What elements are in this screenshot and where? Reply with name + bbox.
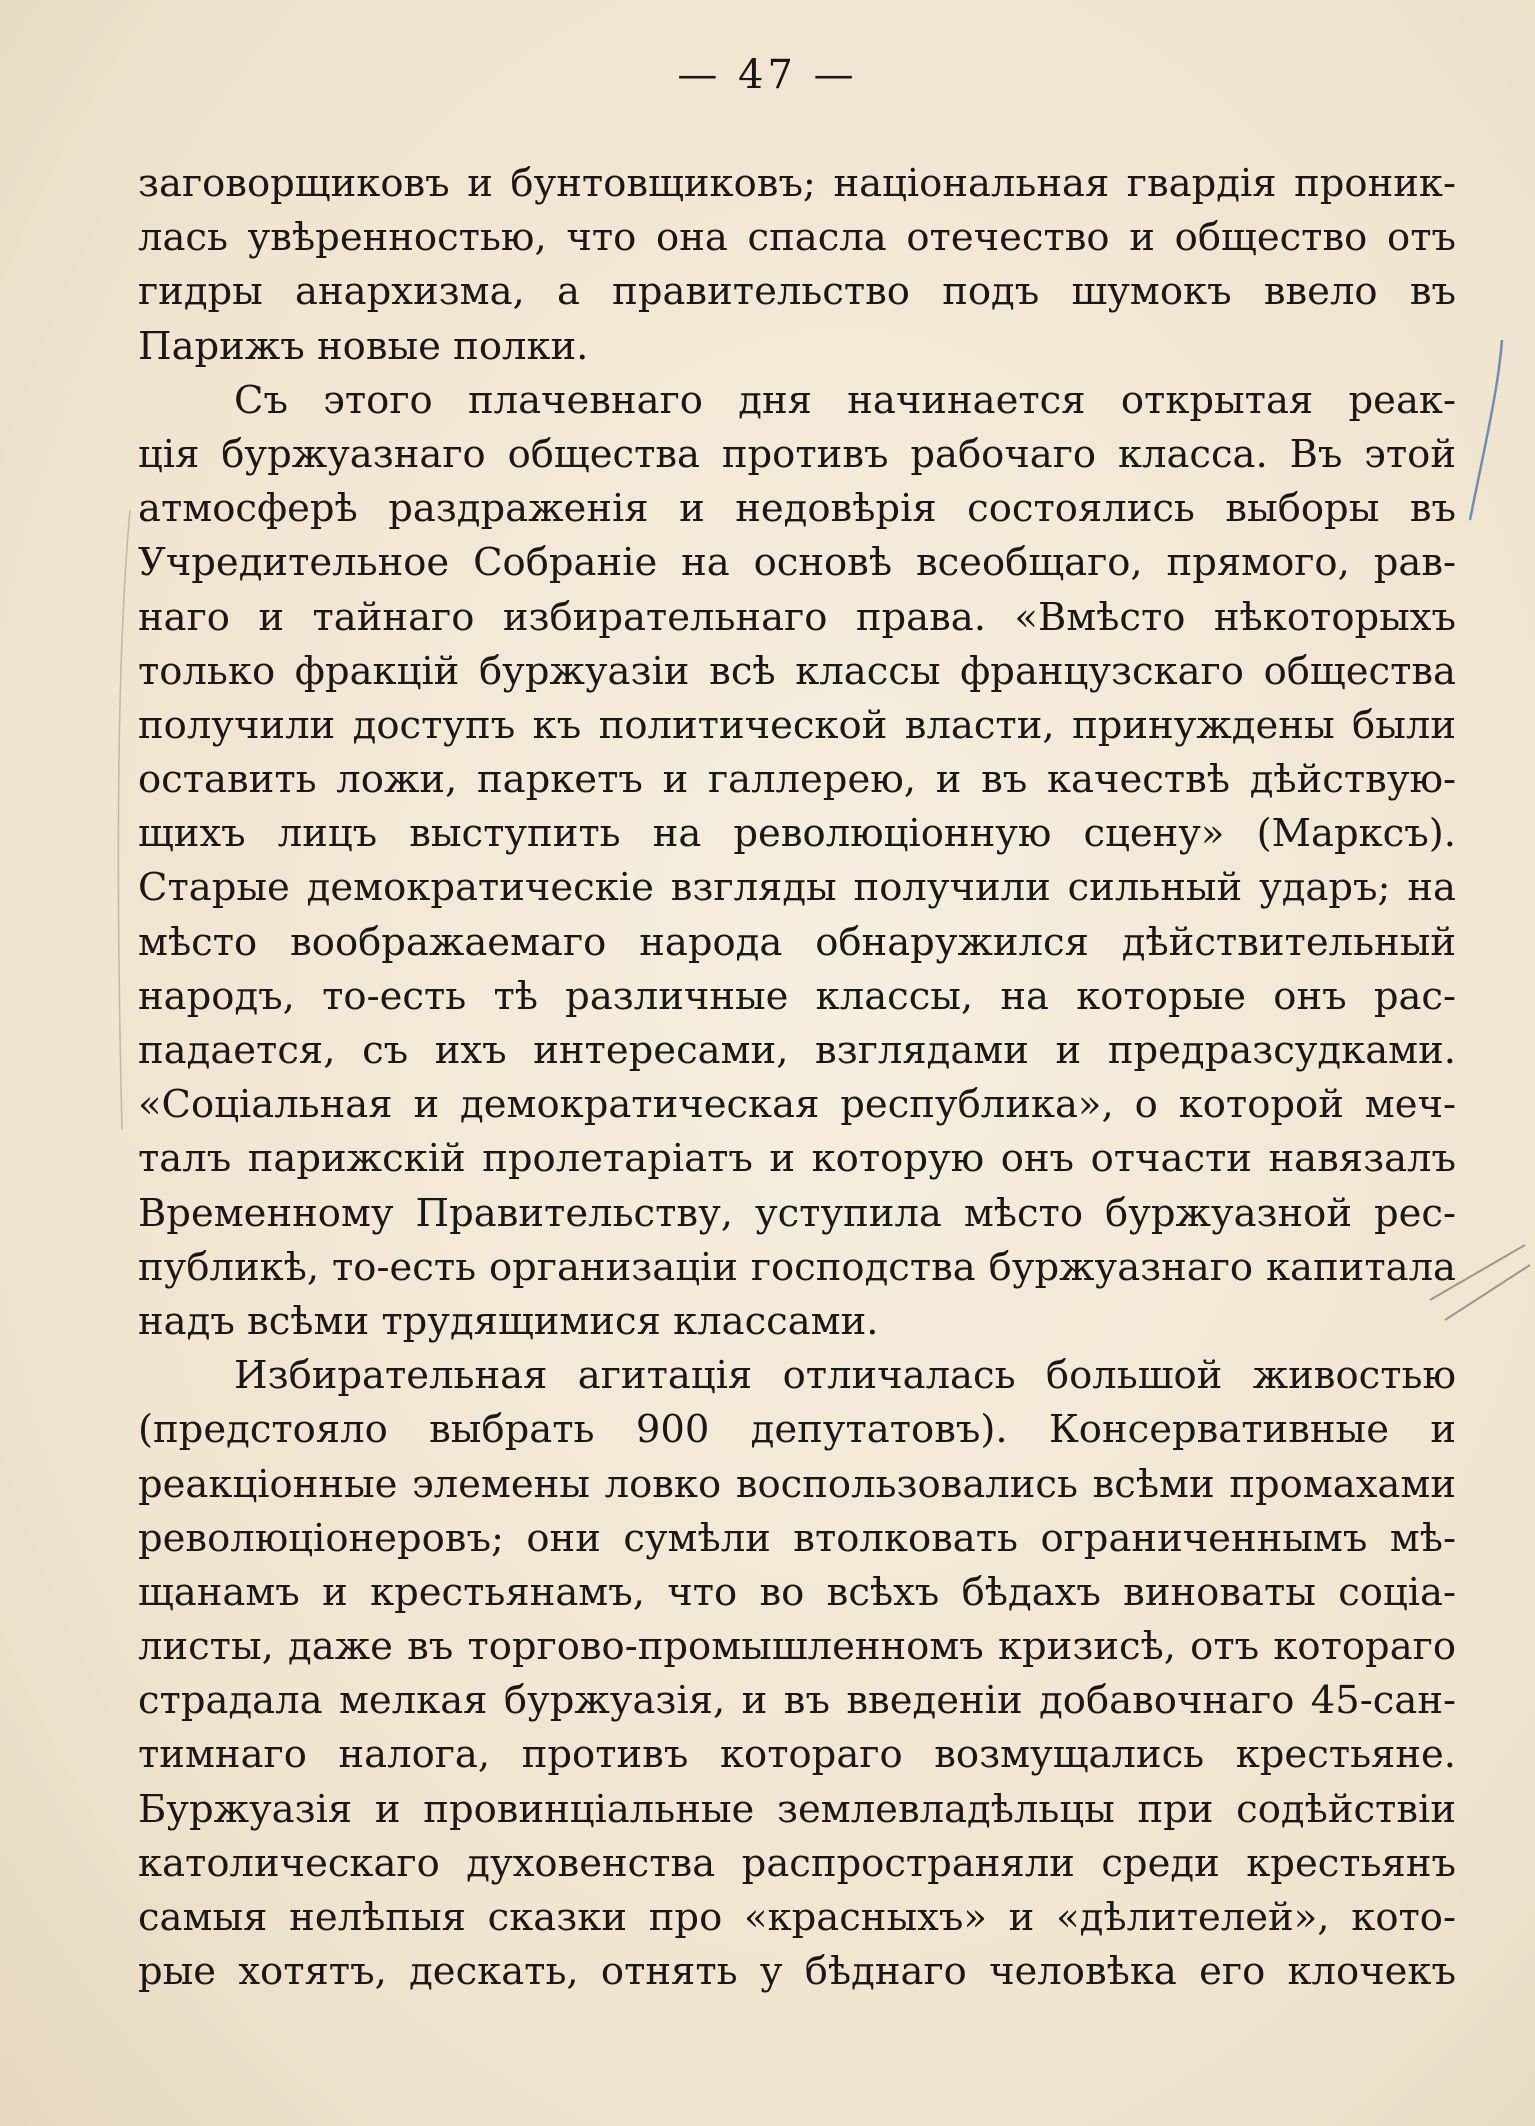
text-line: надъ всѣми трудящимися классами. [138, 1298, 879, 1344]
text-line: католическаго духовенства распространяли среди крестьянъ [138, 1840, 1456, 1886]
text-line: «Соціальная и демократическая республика», о которой меч- [138, 1082, 1456, 1128]
text-line: падается, съ ихъ интересами, взглядами и предразсудками. [138, 1028, 1456, 1073]
text-line: наго и тайнаго избирательнаго права. «Вмѣсто нѣкоторыхъ [138, 594, 1456, 640]
text-line: страдала мелкая буржуазія, и въ введеніи добавочнаго 45-сан- [138, 1678, 1456, 1724]
pencil-margin-mark-left [100, 500, 140, 1140]
text-line: (предстояло выбрать 900 депутатовъ). Консервативные и [138, 1407, 1456, 1453]
page-number: — 47 — [677, 52, 858, 98]
text-line: Парижъ новые полки. [138, 323, 589, 369]
text-line: лась увѣренностью, что она спасла отечество и общество отъ [138, 215, 1456, 261]
text-line: народъ, то-есть тѣ различные классы, на которые онъ рас- [138, 973, 1456, 1019]
text-line: самыя нелѣпыя сказки про «красныхъ» и «дѣлителей», кото- [138, 1895, 1456, 1940]
text-line: Временному Правительству, уступила мѣсто буржуазной рес- [138, 1190, 1456, 1236]
text-line: ція буржуазнаго общества противъ рабочаго класса. Въ этой [138, 431, 1456, 477]
text-line: талъ парижскій пролетаріатъ и которую онъ отчасти навязалъ [138, 1136, 1456, 1182]
text-line: Старые демократическіе взгляды получили сильный ударъ; на [138, 865, 1456, 911]
text-line: получили доступъ къ политической власти, принуждены были [138, 702, 1456, 748]
text-line: революціонеровъ; они сумѣли втолковать ограниченнымъ мѣ- [138, 1515, 1456, 1561]
text-line: рые хотятъ, дескать, отнять у бѣднаго человѣка его клочекъ [138, 1949, 1456, 1995]
text-line: публикѣ, то-есть организаціи господства буржуазнаго капитала [138, 1244, 1456, 1290]
text-line: заговорщиковъ и бунтовщиковъ; національная гвардія проник- [138, 161, 1456, 206]
text-line: Съ этого плачевнаго дня начинается открытая реак- [234, 377, 1456, 423]
text-line: листы, даже въ торгово-промышленномъ кризисѣ, отъ котораго [138, 1624, 1456, 1670]
text-line: реакціонные элемены ловко воспользовались всѣми промахами [138, 1461, 1456, 1507]
text-line: щихъ лицъ выступить на революціонную сцену» (Марксъ). [138, 811, 1456, 857]
text-line: только фракцій буржуазіи всѣ классы французскаго общества [138, 648, 1456, 694]
text-line: тимнаго налога, противъ котораго возмущались крестьяне. [138, 1732, 1456, 1778]
text-line: оставить ложи, паркетъ и галлерею, и въ качествѣ дѣйствую- [138, 757, 1456, 803]
text-line: гидры анархизма, а правительство подъ шумокъ ввело въ [138, 269, 1456, 315]
text-line: Избирательная агитація отличалась большой живостью [234, 1353, 1456, 1399]
text-line: мѣсто воображаемаго народа обнаружился дѣйствительный [138, 919, 1456, 965]
text-line: Учредительное Собраніе на основѣ всеобщаго, прямого, рав- [138, 540, 1456, 586]
text-line: Буржуазія и провинціальные землевладѣльцы при содѣйствіи [138, 1786, 1456, 1832]
text-line: атмосферѣ раздраженія и недовѣрія состоялись выборы въ [138, 486, 1456, 532]
text-line: щанамъ и крестьянамъ, что во всѣхъ бѣдахъ виноваты соціа- [138, 1569, 1456, 1615]
body-text [138, 157, 1456, 1999]
